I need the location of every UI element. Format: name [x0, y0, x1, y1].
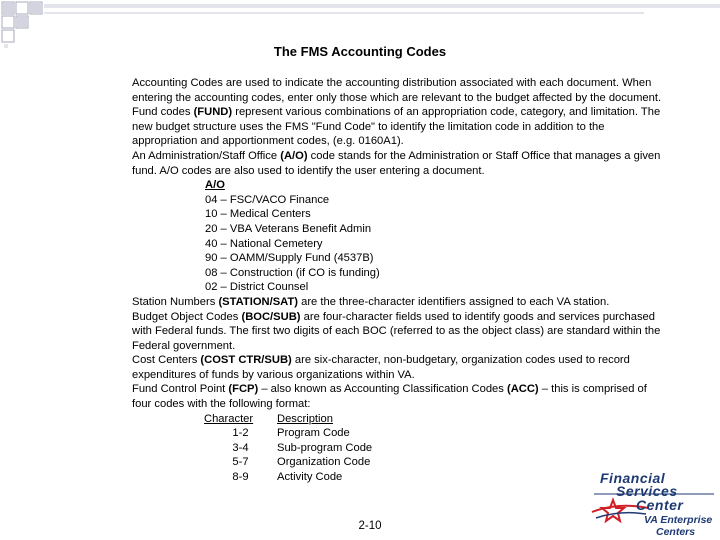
description-cell: Sub-program Code: [277, 441, 373, 454]
character-cell: 5-7: [232, 456, 249, 469]
character-cell: 8-9: [232, 471, 249, 484]
paragraph-boc: Budget Object Codes (BOC/SUB) are four-character fields used to identify goods and services purchased with Federal funds. The first two digits of each BOC (referred to as the object class) are standard within the Federal government.: [132, 310, 661, 352]
table-row: [132, 470, 662, 485]
character-cell: 3-4: [232, 441, 249, 454]
list-item: 04 – FSC/VACO Finance: [205, 193, 330, 206]
decorative-corner-pattern: [0, 0, 720, 48]
logo-line-centers: Centers: [656, 526, 696, 538]
table-row: [132, 426, 662, 441]
description-cell: Program Code: [277, 427, 350, 440]
table-row: [132, 455, 662, 470]
list-item: 02 – District Counsel: [205, 281, 309, 294]
paragraph-cost-centers: Cost Centers (COST CTR/SUB) are six-character, non-budgetary, organization codes used to record expenditures of funds by various organizations within VA.: [132, 354, 630, 381]
list-item: 20 – VBA Veterans Benefit Admin: [205, 222, 372, 235]
paragraph-fcp: Fund Control Point (FCP) – also known as Accounting Classification Codes (ACC) – this is comprised of four codes with the following format:: [132, 383, 647, 411]
description-column-header: Description: [277, 412, 333, 425]
financial-services-center-logo: [588, 468, 720, 540]
list-item: 90 – OAMM/Supply Fund (4537B): [205, 252, 374, 265]
document-body: [132, 76, 662, 485]
list-item: 08 – Construction (if CO is funding): [205, 266, 380, 279]
paragraph-fund-codes: Fund codes (FUND) represent various combinations of an appropriation code, category, and limitation. The new budget structure uses the FMS "Fund Code" to identify the limitation code in addition to the appropriation and apportionment codes, (e.g. 0160A1).: [132, 106, 661, 148]
ao-list: [132, 178, 662, 295]
logo-line-financial: Financial: [600, 470, 666, 486]
page-number: 2-10: [358, 520, 382, 532]
paragraph-accounting-codes: Accounting Codes are used to indicate the accounting distribution associated with each document. When entering the accounting codes, enter only those which are relevant to the budget affected by the document.: [132, 77, 662, 104]
list-item: 40 – National Cemetery: [205, 237, 323, 250]
logo-line-va-enterprise: VA Enterprise: [644, 514, 713, 526]
description-cell: Organization Code: [277, 456, 371, 469]
fcp-table: [132, 412, 662, 485]
logo-line-center: Center: [636, 497, 684, 513]
page-title: The FMS Accounting Codes: [273, 44, 447, 59]
paragraph-ao-codes: An Administration/Staff Office (A/O) code stands for the Administration or Staff Office that manages a given fund. A/O codes are also used to identify the user entering a document.: [132, 149, 661, 177]
fcp-table-header: [132, 412, 662, 427]
ao-list-header: A/O: [205, 179, 225, 192]
paragraph-station-numbers: Station Numbers (STATION/SAT) are the three-character identifiers assigned to each VA station.: [132, 295, 610, 308]
description-cell: Activity Code: [277, 471, 343, 484]
character-column-header: Character: [204, 412, 254, 425]
table-row: [132, 441, 662, 456]
character-cell: 1-2: [232, 427, 249, 440]
logo-line-services: Services: [616, 483, 678, 499]
list-item: 10 – Medical Centers: [205, 208, 311, 221]
